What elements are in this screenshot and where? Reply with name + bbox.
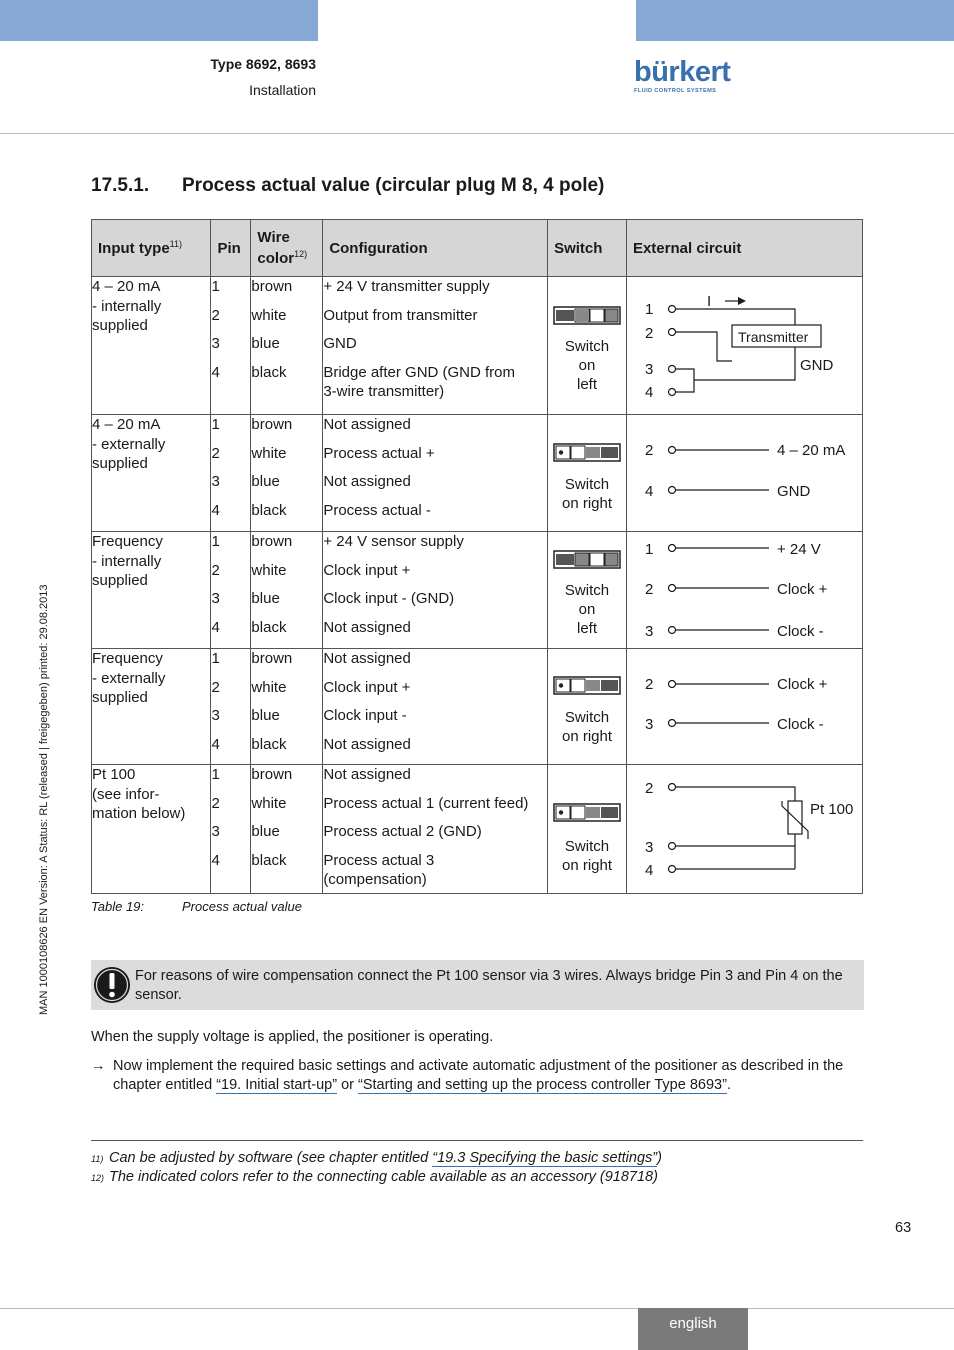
svg-text:1: 1 xyxy=(644,541,654,558)
configuration-cell: Not assigned Process actual 1 (current feed) Process actual 2 (GND) Process actual 3 (compensation) xyxy=(323,765,548,894)
configuration-cell: Not assigned Clock input + Clock input - Not assigned xyxy=(323,649,548,765)
link-process-controller[interactable]: “Starting and setting up the process controller Type 8693” xyxy=(358,1077,727,1093)
logo-subtitle: FLUID CONTROL SYSTEMS xyxy=(634,88,717,94)
svg-text:Clock -: Clock - xyxy=(776,623,824,640)
table-row xyxy=(92,532,863,649)
table-header-row xyxy=(92,220,863,277)
wire-color-cell: brown white blue black xyxy=(251,277,323,415)
note-text: For reasons of wire compensation connect the Pt 100 sensor via 3 wires. Always bridge Pin 3 and Pin 4 on the sensor. xyxy=(135,968,843,1003)
logo-word: bürkert xyxy=(634,56,731,88)
wire-color-cell: brown white blue black xyxy=(251,532,323,649)
svg-text:Transmitter: Transmitter xyxy=(737,329,809,345)
header-wire-color: Wire color$^{12)}$ xyxy=(251,220,323,277)
header-external-circuit: External circuit xyxy=(626,220,862,277)
table-row xyxy=(92,765,863,894)
switch-cell: Switch on right xyxy=(548,649,627,765)
language-tab: english xyxy=(638,1308,748,1350)
svg-text:2: 2 xyxy=(644,325,654,342)
configuration-cell: + 24 V sensor supply Clock input + Clock input - (GND) Not assigned xyxy=(323,532,548,649)
input-type-cell: 4 – 20 mA - internally supplied xyxy=(92,277,211,415)
svg-text:2: 2 xyxy=(644,442,654,459)
wire-color-cell: brown white blue black xyxy=(251,765,323,894)
svg-text:2: 2 xyxy=(644,581,654,598)
external-circuit-cell xyxy=(626,277,862,415)
process-actual-value-table xyxy=(91,219,863,894)
input-type-cell: Frequency - externally supplied xyxy=(92,649,211,765)
switch-left-icon xyxy=(553,550,621,570)
svg-text:I: I xyxy=(706,293,712,310)
switch-cell: Switch on left xyxy=(548,532,627,649)
table-caption xyxy=(91,899,302,914)
footer-divider xyxy=(0,1308,954,1309)
link-initial-start-up[interactable]: “19. Initial start-up” xyxy=(216,1077,338,1093)
switch-right-icon xyxy=(553,676,621,696)
pin-cell: 1 2 3 4 xyxy=(211,765,251,894)
table-row xyxy=(92,415,863,532)
burkert-logo xyxy=(634,58,734,98)
svg-text:Clock +: Clock + xyxy=(776,581,828,598)
external-circuit-cell xyxy=(626,649,862,765)
external-circuit-cell xyxy=(626,765,862,894)
frequency-external-circuit-diagram xyxy=(627,649,862,763)
pin-cell: 1 2 3 4 xyxy=(211,649,251,765)
input-type-cell: Pt 100 (see infor- mation below) xyxy=(92,765,211,894)
svg-text:4: 4 xyxy=(644,862,654,879)
configuration-cell: Not assigned Process actual + Not assigned Process actual - xyxy=(323,415,548,532)
switch-left-icon xyxy=(553,306,621,326)
svg-text:2: 2 xyxy=(644,780,654,797)
section-number: 17.5.1. xyxy=(91,175,150,196)
svg-text:GND: GND xyxy=(799,357,834,374)
header-configuration: Configuration xyxy=(323,220,548,277)
section-title: Process actual value (circular plug M 8, 4 pole) xyxy=(182,175,605,196)
header-switch: Switch xyxy=(548,220,627,277)
header-pin: Pin xyxy=(211,220,251,277)
pin-cell: 1 2 3 4 xyxy=(211,277,251,415)
input-type-cell: 4 – 20 mA - externally supplied xyxy=(92,415,211,532)
external-circuit-cell xyxy=(626,415,862,532)
svg-text:3: 3 xyxy=(644,716,654,733)
caption-label: Table 19: xyxy=(91,899,145,914)
pin-cell: 1 2 3 4 xyxy=(211,415,251,532)
svg-text:3: 3 xyxy=(644,839,654,856)
svg-text:3: 3 xyxy=(644,361,654,378)
wire-color-cell: brown white blue black xyxy=(251,415,323,532)
svg-text:3: 3 xyxy=(644,623,654,640)
pin-cell: 1 2 3 4 xyxy=(211,532,251,649)
warning-note xyxy=(91,960,864,1010)
footnote-12: 12) The indicated colors refer to the connecting cable available as an accessory (918718) xyxy=(91,1169,658,1185)
header-bar-right xyxy=(636,0,954,41)
footnote-11: 11) Can be adjusted by software (see chapter entitled “19.3 Specifying the basic settings”) xyxy=(91,1150,662,1166)
link-basic-settings[interactable]: “19.3 Specifying the basic settings” xyxy=(432,1150,658,1166)
svg-text:GND: GND xyxy=(776,483,811,500)
switch-right-icon xyxy=(553,803,621,823)
pt100-circuit-diagram xyxy=(627,765,862,892)
document-type: Type 8692, 8693 xyxy=(210,56,316,72)
header-divider xyxy=(0,133,954,134)
caption-text: Process actual value xyxy=(182,899,302,914)
switch-right-icon xyxy=(553,443,621,463)
configuration-cell: + 24 V transmitter supply Output from transmitter GND Bridge after GND (GND from 3-wire transmitter) xyxy=(323,277,548,415)
switch-cell: Switch on right xyxy=(548,765,627,894)
document-section: Installation xyxy=(249,82,316,98)
instruction-paragraph: → Now implement the required basic settings and activate automatic adjustment of the positioner as described in the chapter entitled “19. Initial start-up” or “Starting and setting up the process controller Type 8693”. xyxy=(91,1058,844,1093)
document-status-sidebar: MAN 1000108626 EN Version: A Status: RL (released | freigegeben) printed: 29.08.2013 xyxy=(38,584,50,1015)
svg-text:1: 1 xyxy=(644,301,654,318)
input-type-cell: Frequency - internally supplied xyxy=(92,532,211,649)
supply-paragraph: When the supply voltage is applied, the positioner is operating. xyxy=(91,1029,494,1045)
header-input-type: Input type$^{11)}$ xyxy=(92,220,211,277)
external-circuit-cell xyxy=(626,532,862,649)
switch-cell: Switch on right xyxy=(548,415,627,532)
exclamation-icon xyxy=(93,966,131,1004)
svg-text:Clock -: Clock - xyxy=(776,716,824,733)
external-current-circuit-diagram xyxy=(627,415,862,530)
svg-text:Pt 100: Pt 100 xyxy=(809,801,854,818)
svg-text:Clock +: Clock + xyxy=(776,676,828,693)
section-heading xyxy=(91,175,604,197)
page-number: 63 xyxy=(895,1220,912,1236)
table-row xyxy=(92,649,863,765)
footnote-divider xyxy=(91,1140,863,1141)
switch-cell: Switch on left xyxy=(548,277,627,415)
svg-text:4: 4 xyxy=(644,483,654,500)
frequency-internal-circuit-diagram xyxy=(627,532,862,647)
svg-text:+ 24 V: + 24 V xyxy=(776,541,821,558)
header-bar-left xyxy=(0,0,318,41)
svg-text:4 – 20 mA: 4 – 20 mA xyxy=(776,442,846,459)
arrow-icon: → xyxy=(91,1058,106,1074)
svg-text:4: 4 xyxy=(644,384,654,401)
wire-color-cell: brown white blue black xyxy=(251,649,323,765)
transmitter-circuit-diagram xyxy=(627,277,862,413)
svg-text:2: 2 xyxy=(644,676,654,693)
table-row xyxy=(92,277,863,415)
